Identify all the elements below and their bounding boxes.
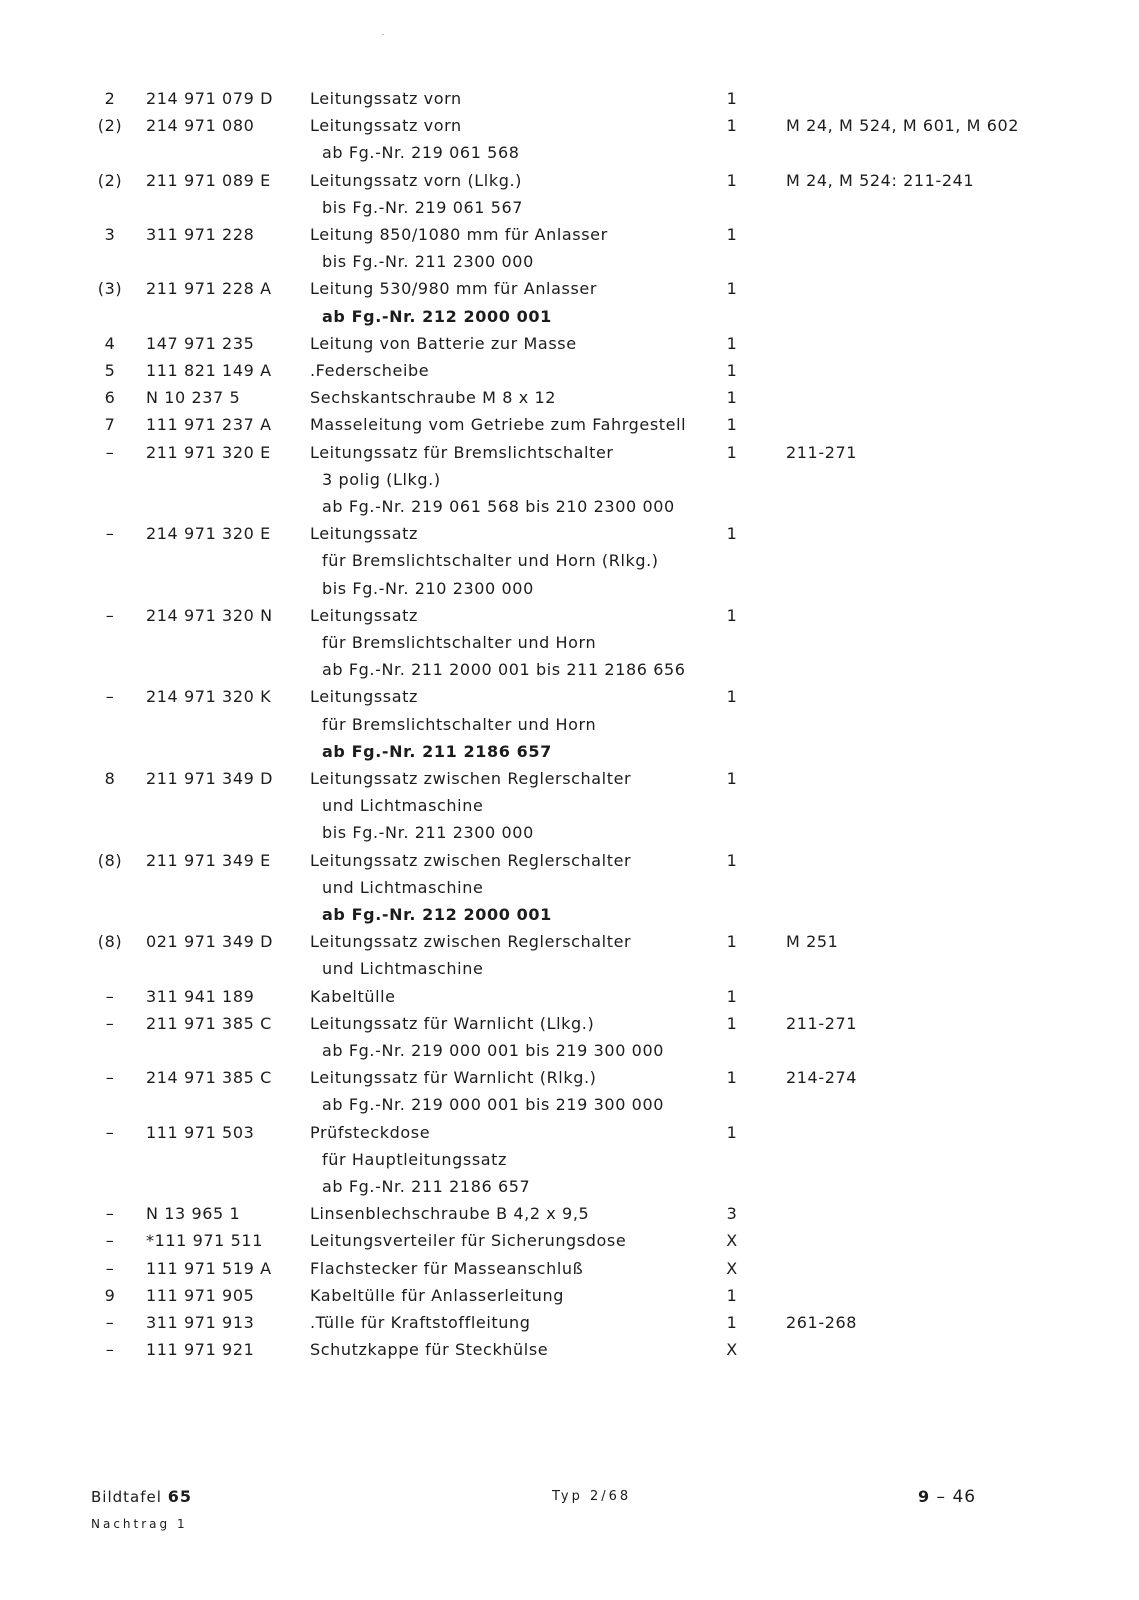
table-row xyxy=(0,602,1139,629)
quantity: 1 xyxy=(726,170,738,190)
position-number: – xyxy=(105,1122,115,1142)
quantity: 1 xyxy=(726,333,738,353)
table-row xyxy=(0,847,1139,874)
table-row xyxy=(0,411,1139,438)
description: und Lichtmaschine xyxy=(322,959,484,979)
part-number: 211 971 320 E xyxy=(146,442,271,462)
table-row xyxy=(0,466,1139,493)
position-number: – xyxy=(105,1258,115,1278)
quantity: 1 xyxy=(726,361,738,380)
part-number: 214 971 080 xyxy=(146,116,255,136)
remarks: M 24, M 524: 211-241 xyxy=(786,170,975,190)
table-row xyxy=(0,1336,1139,1363)
part-number: 211 971 349 E xyxy=(146,850,271,870)
table-row xyxy=(0,1200,1139,1227)
position-number: 8 xyxy=(104,769,116,788)
part-number: 214 971 320 K xyxy=(146,687,272,707)
part-number: 214 971 079 D xyxy=(146,89,273,108)
part-number: 111 821 149 A xyxy=(146,361,272,380)
part-number: 214 971 320 N xyxy=(146,605,273,625)
description: Leitungssatz zwischen Reglerschalter xyxy=(310,769,632,788)
part-number: 311 971 913 xyxy=(146,1313,255,1332)
table-row xyxy=(0,765,1139,792)
table-row xyxy=(0,874,1139,901)
supplement-note: Nachtrag 1 xyxy=(91,1517,188,1531)
position-number: (8) xyxy=(97,850,123,870)
plate-number: 65 xyxy=(167,1487,192,1506)
quantity: 1 xyxy=(726,1122,738,1142)
table-row xyxy=(0,1010,1139,1037)
description: Leitungssatz für Warnlicht (Rlkg.) xyxy=(310,1068,597,1088)
part-number: 111 971 519 A xyxy=(146,1258,272,1278)
remarks: 261-268 xyxy=(786,1313,858,1332)
table-row xyxy=(0,1255,1139,1282)
table-row xyxy=(0,901,1139,928)
table-row xyxy=(0,357,1139,384)
position-number: 4 xyxy=(104,333,116,353)
table-row xyxy=(0,629,1139,656)
table-row xyxy=(0,738,1139,765)
description: Kabeltülle für Anlasserleitung xyxy=(310,1285,565,1305)
part-number: 111 971 905 xyxy=(146,1285,255,1305)
part-number: 111 971 237 A xyxy=(146,415,272,435)
position-number: (2) xyxy=(97,170,123,190)
page-subnumber: 46 xyxy=(952,1487,977,1507)
scan-speck xyxy=(382,34,384,35)
table-row xyxy=(0,792,1139,819)
position-number: 5 xyxy=(104,361,116,380)
description: 3 polig (Llkg.) xyxy=(322,469,441,489)
description: Masseleitung vom Getriebe zum Fahrgestell xyxy=(310,415,687,435)
part-number: 111 971 921 xyxy=(146,1340,255,1360)
description: für Bremslichtschalter und Horn (Rlkg.) xyxy=(322,551,659,571)
table-row xyxy=(0,303,1139,330)
quantity: 1 xyxy=(726,687,738,707)
description: Leitung von Batterie zur Masse xyxy=(310,333,577,353)
description: bis Fg.-Nr. 219 061 567 xyxy=(322,197,524,217)
quantity: 1 xyxy=(726,442,738,462)
description: Leitungssatz für Warnlicht (Llkg.) xyxy=(310,1013,595,1033)
table-row xyxy=(0,139,1139,166)
description: Leitungsverteiler für Sicherungsdose xyxy=(310,1231,627,1251)
table-row xyxy=(0,85,1139,112)
quantity: 1 xyxy=(726,986,738,1006)
description: Leitungssatz zwischen Reglerschalter xyxy=(310,850,632,870)
table-row xyxy=(0,1091,1139,1118)
quantity: 1 xyxy=(726,89,738,108)
position-number: (2) xyxy=(97,116,123,136)
position-number: 7 xyxy=(104,415,116,435)
quantity: 1 xyxy=(726,605,738,625)
description: Leitung 530/980 mm für Anlasser xyxy=(310,279,597,299)
description: Kabeltülle xyxy=(310,986,396,1006)
description: Linsenblechschraube B 4,2 x 9,5 xyxy=(310,1204,590,1224)
description: ab Fg.-Nr. 211 2000 001 bis 211 2186 656 xyxy=(322,660,686,680)
part-number: 147 971 235 xyxy=(146,333,255,353)
position-number: – xyxy=(105,524,115,544)
table-row xyxy=(0,1146,1139,1173)
description: und Lichtmaschine xyxy=(322,877,484,897)
position-number: (8) xyxy=(97,932,123,952)
description: für Bremslichtschalter und Horn xyxy=(322,633,597,652)
table-row xyxy=(0,221,1139,248)
table-row xyxy=(0,1173,1139,1200)
page-dash: – xyxy=(936,1487,947,1507)
part-number: 111 971 503 xyxy=(146,1122,255,1142)
position-number: – xyxy=(105,442,115,462)
description: ab Fg.-Nr. 211 2186 657 xyxy=(322,1177,531,1196)
part-number: 311 971 228 xyxy=(146,225,255,244)
description: Leitung 850/1080 mm für Anlasser xyxy=(310,225,608,244)
description: .Tülle für Kraftstoffleitung xyxy=(310,1313,531,1332)
table-row xyxy=(0,194,1139,221)
position-number: (3) xyxy=(97,279,123,299)
table-row xyxy=(0,330,1139,357)
quantity: 1 xyxy=(726,850,738,870)
part-number: 211 971 228 A xyxy=(146,279,272,299)
table-row xyxy=(0,493,1139,520)
table-row xyxy=(0,983,1139,1010)
description: für Bremslichtschalter und Horn xyxy=(322,714,597,734)
quantity: 1 xyxy=(726,279,738,299)
table-row xyxy=(0,439,1139,466)
description: Leitungssatz xyxy=(310,524,418,544)
page-number xyxy=(918,1487,976,1507)
type-label: Typ 2/68 xyxy=(552,1489,632,1504)
remarks: M 251 xyxy=(786,932,839,952)
quantity: 1 xyxy=(726,388,738,408)
table-row xyxy=(0,248,1139,275)
remarks: 214-274 xyxy=(786,1068,858,1088)
description: Flachstecker für Masseanschluß xyxy=(310,1258,584,1278)
quantity: 1 xyxy=(726,524,738,544)
part-number: 211 971 385 C xyxy=(146,1013,272,1033)
position-number: 6 xyxy=(104,388,116,408)
position-number: – xyxy=(105,1340,115,1360)
plate-reference xyxy=(91,1487,192,1506)
table-row xyxy=(0,711,1139,738)
part-number: 214 971 385 C xyxy=(146,1068,272,1088)
table-row xyxy=(0,575,1139,602)
description: Prüfsteckdose xyxy=(310,1122,431,1142)
description: ab Fg.-Nr. 212 2000 001 xyxy=(322,905,552,924)
description: ab Fg.-Nr. 219 061 568 bis 210 2300 000 xyxy=(322,497,675,516)
description: bis Fg.-Nr. 211 2300 000 xyxy=(322,252,534,272)
table-row xyxy=(0,1037,1139,1064)
quantity: X xyxy=(726,1340,738,1360)
part-number: 214 971 320 E xyxy=(146,524,271,544)
quantity: X xyxy=(726,1258,738,1278)
description: für Hauptleitungssatz xyxy=(322,1149,508,1169)
quantity: 1 xyxy=(726,932,738,952)
description: ab Fg.-Nr. 212 2000 001 xyxy=(322,306,552,326)
description: bis Fg.-Nr. 210 2300 000 xyxy=(322,578,534,598)
table-row xyxy=(0,275,1139,302)
remarks: M 24, M 524, M 601, M 602 xyxy=(786,116,1020,136)
description: Sechskantschraube M 8 x 12 xyxy=(310,388,557,408)
quantity: 1 xyxy=(726,1285,738,1305)
quantity: 1 xyxy=(726,116,738,136)
description: Leitungssatz xyxy=(310,605,418,625)
table-row xyxy=(0,819,1139,846)
description: Leitungssatz xyxy=(310,687,418,707)
table-row xyxy=(0,955,1139,982)
table-row xyxy=(0,1064,1139,1091)
description: ab Fg.-Nr. 219 000 001 bis 219 300 000 xyxy=(322,1041,665,1060)
description: ab Fg.-Nr. 211 2186 657 xyxy=(322,741,552,761)
table-row xyxy=(0,112,1139,139)
table-row xyxy=(0,683,1139,710)
quantity: 1 xyxy=(726,1068,738,1088)
part-number: N 10 237 5 xyxy=(146,388,241,408)
part-number: *111 971 511 xyxy=(146,1231,263,1251)
quantity: 1 xyxy=(726,415,738,435)
table-row xyxy=(0,1309,1139,1336)
remarks: 211-271 xyxy=(786,442,858,462)
position-number: – xyxy=(105,1068,115,1088)
position-number: – xyxy=(105,687,115,707)
description: ab Fg.-Nr. 219 061 568 xyxy=(322,143,520,163)
table-row xyxy=(0,1282,1139,1309)
plate-label: Bildtafel xyxy=(91,1488,162,1506)
description: .Federscheibe xyxy=(310,361,430,380)
position-number: 3 xyxy=(104,225,116,244)
position-number: 2 xyxy=(104,89,116,108)
table-row xyxy=(0,928,1139,955)
part-number: 211 971 089 E xyxy=(146,170,271,190)
quantity: X xyxy=(726,1231,738,1251)
description: Leitungssatz vorn xyxy=(310,116,462,136)
position-number: – xyxy=(105,986,115,1006)
quantity: 1 xyxy=(726,769,738,788)
description: Leitungssatz für Bremslichtschalter xyxy=(310,442,614,462)
table-row xyxy=(0,520,1139,547)
description: ab Fg.-Nr. 219 000 001 bis 219 300 000 xyxy=(322,1095,665,1115)
description: Leitungssatz vorn xyxy=(310,89,462,108)
description: und Lichtmaschine xyxy=(322,796,484,816)
page-section: 9 xyxy=(918,1487,931,1506)
quantity: 1 xyxy=(726,225,738,244)
description: bis Fg.-Nr. 211 2300 000 xyxy=(322,823,534,843)
position-number: – xyxy=(105,1313,115,1332)
description: Schutzkappe für Steckhülse xyxy=(310,1340,549,1360)
position-number: 9 xyxy=(104,1285,116,1305)
part-number: 311 941 189 xyxy=(146,986,255,1006)
remarks: 211-271 xyxy=(786,1013,858,1033)
part-number: 211 971 349 D xyxy=(146,769,273,788)
position-number: – xyxy=(105,1204,115,1224)
table-row xyxy=(0,1119,1139,1146)
table-row xyxy=(0,547,1139,574)
table-row xyxy=(0,1227,1139,1254)
position-number: – xyxy=(105,1231,115,1251)
quantity: 1 xyxy=(726,1313,738,1332)
description: Leitungssatz zwischen Reglerschalter xyxy=(310,932,632,952)
position-number: – xyxy=(105,605,115,625)
table-row xyxy=(0,384,1139,411)
quantity: 1 xyxy=(726,1013,738,1033)
quantity: 3 xyxy=(726,1204,738,1224)
table-row xyxy=(0,656,1139,683)
table-row xyxy=(0,167,1139,194)
description: Leitungssatz vorn (Llkg.) xyxy=(310,170,522,190)
part-number: 021 971 349 D xyxy=(146,932,273,952)
part-number: N 13 965 1 xyxy=(146,1204,241,1224)
position-number: – xyxy=(105,1013,115,1033)
